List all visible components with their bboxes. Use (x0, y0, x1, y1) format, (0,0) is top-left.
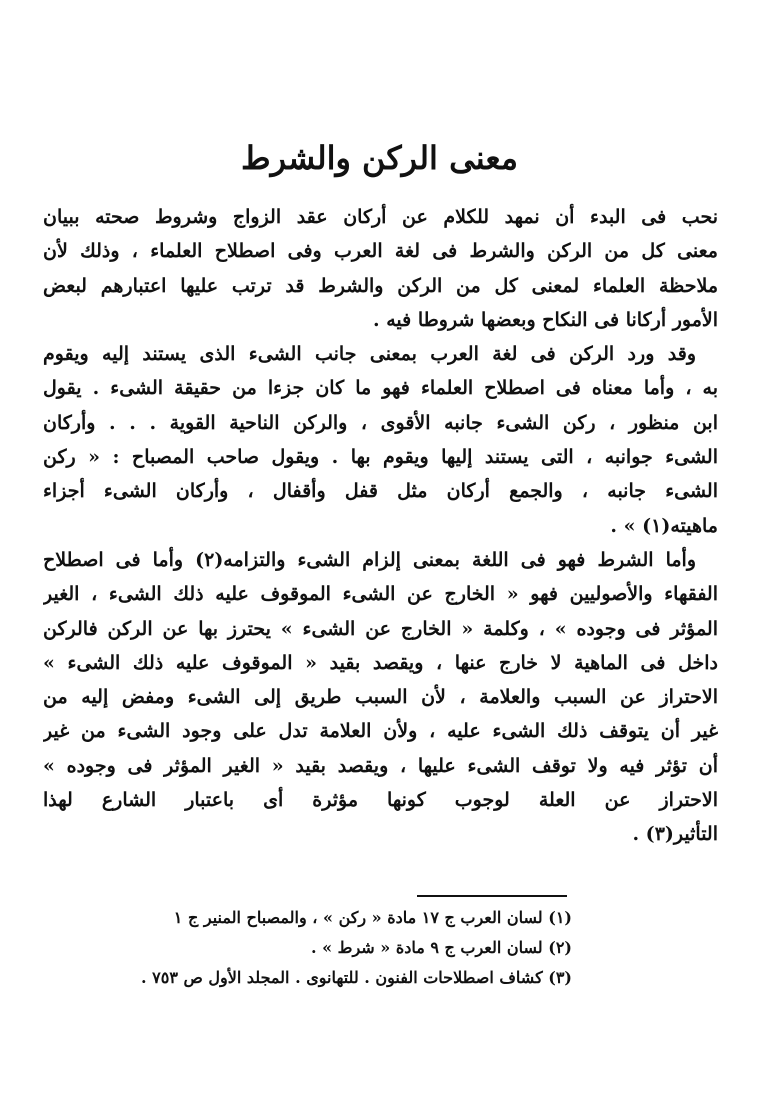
body-line: وأما الشرط فهو فى اللغة بمعنى إلزام الشىء والتزامه(٢) وأما فى اصطلاح (43, 548, 696, 571)
body-line: ملاحظة العلماء لمعنى كل من الركن والشرط قد ترتب عليها اعتبارهم لبعض (43, 274, 718, 297)
body-line: غير أن يتوقف ذلك الشىء عليه ، ولأن العلامة تدل على وجود الشىء من غير (43, 720, 718, 743)
footnote: (٣) كشاف اصطلاحات الفنون . للتهانوى . المجلد الأول ص ٧٥٣ . (141, 968, 572, 987)
body-text (43, 200, 718, 852)
body-line: الاحتراز عن العلة لوجوب كونها مؤثرة أى باعتبار الشارع لهذا (43, 789, 718, 812)
body-line: الشىء جوانبه ، التى يستند إليها ويقوم بها . ويقول صاحب المصباح : « ركن (43, 446, 718, 469)
body-line: الفقهاء والأصوليين فهو « الخارج عن الشىء الموقوف عليه ذلك الشىء ، الغير (43, 583, 718, 606)
body-line: التأثير(٣) . (632, 823, 718, 846)
page-title: معنى الركن والشرط (241, 139, 518, 177)
body-line: المؤثر فى وجوده » ، وكلمة « الخارج عن الشىء » يحترز بها عن الركن فالركن (43, 617, 718, 640)
body-line: معنى كل من الركن والشرط فى لغة العرب وفى اصطلاح العلماء ، وذلك لأن (43, 240, 718, 263)
body-line: الأمور أركانا فى النكاح وبعضها شروطا فيه . (373, 308, 718, 331)
body-line: ابن منظور ، ركن الشىء جانبه الأقوى ، والركن الناحية القوية . . . وأركان (43, 411, 718, 434)
body-line: الاحتراز عن السبب والعلامة ، لأن السبب طريق إلى الشىء ومفض إليه من (43, 686, 718, 709)
footnote: (٢) لسان العرب ج ٩ مادة « شرط » . (310, 938, 572, 957)
body-line: الشىء جانبه ، والجمع أركان مثل قفل وأقفال ، وأركان الشىء أجزاء (43, 480, 718, 503)
body-line: داخل فى الماهية لا خارج عنها ، ويقصد بقيد « الموقوف عليه ذلك الشىء » (43, 651, 718, 674)
footnotes (100, 903, 572, 993)
footnote-divider (417, 895, 567, 897)
footnote: (١) لسان العرب ج ١٧ مادة « ركن » ، والمصباح المنير ج ١ (173, 908, 572, 927)
body-line: أن تؤثر فيه ولا توقف الشىء عليها ، ويقصد بقيد « الغير المؤثر فى وجوده » (43, 754, 718, 777)
body-line: وقد ورد الركن فى لغة العرب بمعنى جانب الشىء الذى يستند إليه ويقوم (43, 343, 696, 366)
body-line: ماهيته(١) » . (610, 514, 718, 537)
body-line: به ، وأما معناه فى اصطلاح العلماء فهو ما كان جزءا من حقيقة الشىء . يقول (43, 377, 718, 400)
body-line: نحب فى البدء أن نمهد للكلام عن أركان عقد الزواج وشروط صحته ببيان (43, 206, 718, 228)
